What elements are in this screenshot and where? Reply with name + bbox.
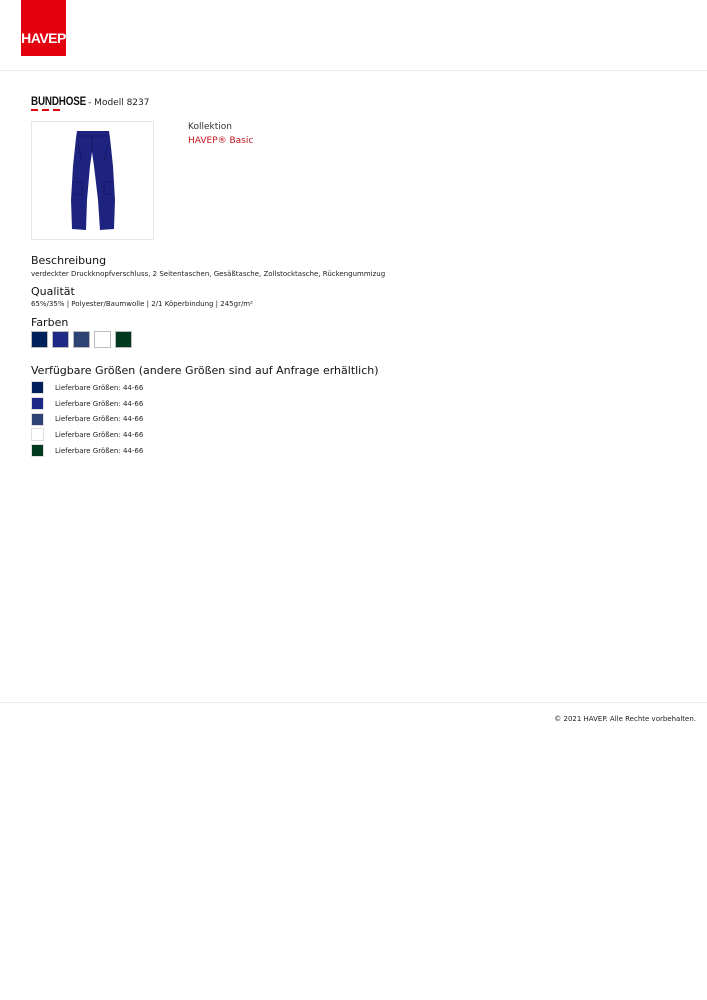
copyright-text: © 2021 HAVEP. Alle Rechte vorbehalten. [554, 715, 696, 723]
page-footer [0, 702, 707, 703]
color-swatch[interactable] [115, 331, 132, 348]
underline-dash [53, 109, 60, 111]
size-text: Lieferbare Größen: 44-66 [55, 430, 144, 439]
size-row [31, 427, 143, 443]
product-model: - Modell 8237 [88, 98, 150, 108]
size-text: Lieferbare Größen: 44-66 [55, 415, 144, 424]
underline-dash [31, 109, 38, 111]
color-swatch[interactable] [94, 331, 111, 348]
collection-label: Kollektion [188, 122, 232, 132]
size-row [31, 411, 143, 427]
product-title [31, 94, 149, 108]
size-text: Lieferbare Größen: 44-66 [55, 399, 144, 408]
colors-heading: Farben [31, 316, 69, 329]
sizes-heading: Verfügbare Größen (andere Größen sind auf Anfrage erhältlich) [31, 364, 379, 377]
underline-dash [42, 109, 49, 111]
page-header [0, 0, 707, 71]
size-text: Lieferbare Größen: 44-66 [55, 383, 144, 392]
product-name: BUNDHOSE [31, 94, 87, 108]
description-heading: Beschreibung [31, 254, 107, 267]
collection-link[interactable]: HAVEP® Basic [188, 136, 254, 146]
size-row [31, 443, 143, 459]
size-row [31, 396, 143, 412]
quality-text: 65%/35% | Polyester/Baumwolle | 2/1 Köperbindung | 245gr/m² [31, 300, 253, 308]
size-text: Lieferbare Größen: 44-66 [55, 446, 144, 455]
color-swatches [31, 331, 132, 348]
quality-heading: Qualität [31, 285, 75, 298]
size-color-swatch [31, 444, 44, 457]
size-color-swatch [31, 381, 44, 394]
size-color-swatch [31, 413, 44, 426]
color-swatch[interactable] [52, 331, 69, 348]
size-color-swatch [31, 397, 44, 410]
description-text: verdeckter Druckknopfverschluss, 2 Seitentaschen, Gesäßtasche, Zollstocktasche, Rückengummizug [31, 270, 386, 278]
color-swatch[interactable] [73, 331, 90, 348]
size-color-swatch [31, 428, 44, 441]
color-swatch[interactable] [31, 331, 48, 348]
trousers-icon [32, 122, 155, 241]
title-underline [31, 109, 60, 111]
size-row [31, 380, 143, 396]
product-image[interactable] [31, 121, 154, 240]
havep-logo[interactable] [21, 0, 66, 56]
logo-text: HAVEP [21, 30, 66, 46]
size-list [31, 380, 143, 458]
